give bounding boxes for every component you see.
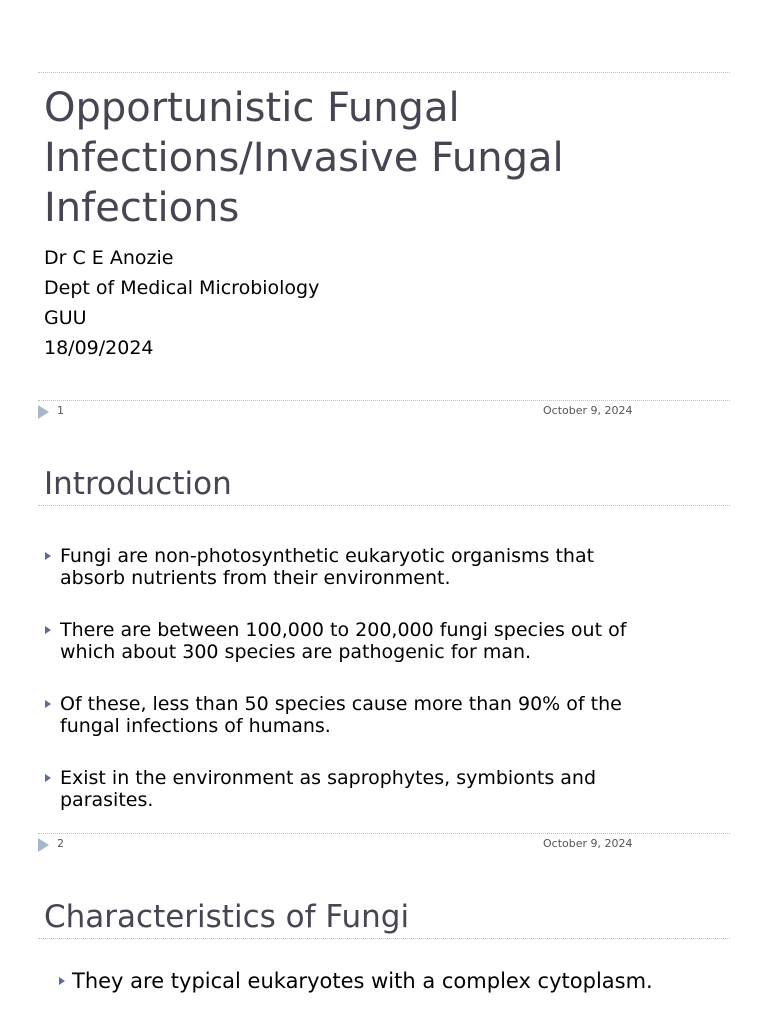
slide-1-top-divider: [38, 72, 730, 73]
list-item: [44, 767, 644, 811]
slide-1-title: Opportunistic Fungal Infections/Invasive Fungal Infections: [44, 85, 564, 231]
slide-2-heading-divider: [38, 505, 730, 506]
presentation-date: 18/09/2024: [44, 337, 154, 359]
slide-1-page-number: 1: [57, 404, 64, 417]
bullet-triangle-icon: [45, 700, 51, 708]
bullet-triangle-icon: [45, 774, 51, 782]
bullet-text: Of these, less than 50 species cause more than 90% of the fungal infections of humans.: [60, 693, 622, 737]
slide-1-footer-arrow-icon: [38, 405, 49, 419]
bullet-text: There are between 100,000 to 200,000 fungi species out of which about 300 species are pathogenic for man.: [60, 619, 627, 663]
slide-2-page-number: 2: [57, 837, 64, 850]
slide-1-footer-divider: [38, 400, 730, 401]
institution: GUU: [44, 307, 87, 329]
slide-2-heading: Introduction: [44, 466, 232, 502]
slide-3-heading-divider: [38, 938, 730, 939]
slide-3-bullet-list: [58, 968, 738, 1024]
slide-1-subtitle: [44, 243, 319, 363]
list-item: [44, 545, 644, 589]
bullet-text: Fungi are non-photosynthetic eukaryotic organisms that absorb nutrients from their environment.: [60, 545, 595, 589]
slide-1-footer-date: October 9, 2024: [543, 404, 633, 417]
slide-2-footer-date: October 9, 2024: [543, 837, 633, 850]
bullet-text: They are typical eukaryotes with a complex cytoplasm.: [72, 969, 653, 993]
list-item: [44, 693, 644, 737]
slide-3-heading: Characteristics of Fungi: [44, 899, 410, 935]
slide-2-footer-divider: [38, 833, 730, 834]
list-item: [58, 968, 738, 994]
bullet-triangle-icon: [45, 626, 51, 634]
department: Dept of Medical Microbiology: [44, 277, 320, 299]
slide-2-bullet-list: [44, 545, 644, 841]
bullet-triangle-icon: [45, 552, 51, 560]
list-item: [44, 619, 644, 663]
author-name: Dr C E Anozie: [44, 247, 174, 269]
bullet-triangle-icon: [59, 977, 65, 985]
bullet-text: Exist in the environment as saprophytes, symbionts and parasites.: [60, 767, 596, 811]
slide-2-footer-arrow-icon: [38, 838, 49, 852]
